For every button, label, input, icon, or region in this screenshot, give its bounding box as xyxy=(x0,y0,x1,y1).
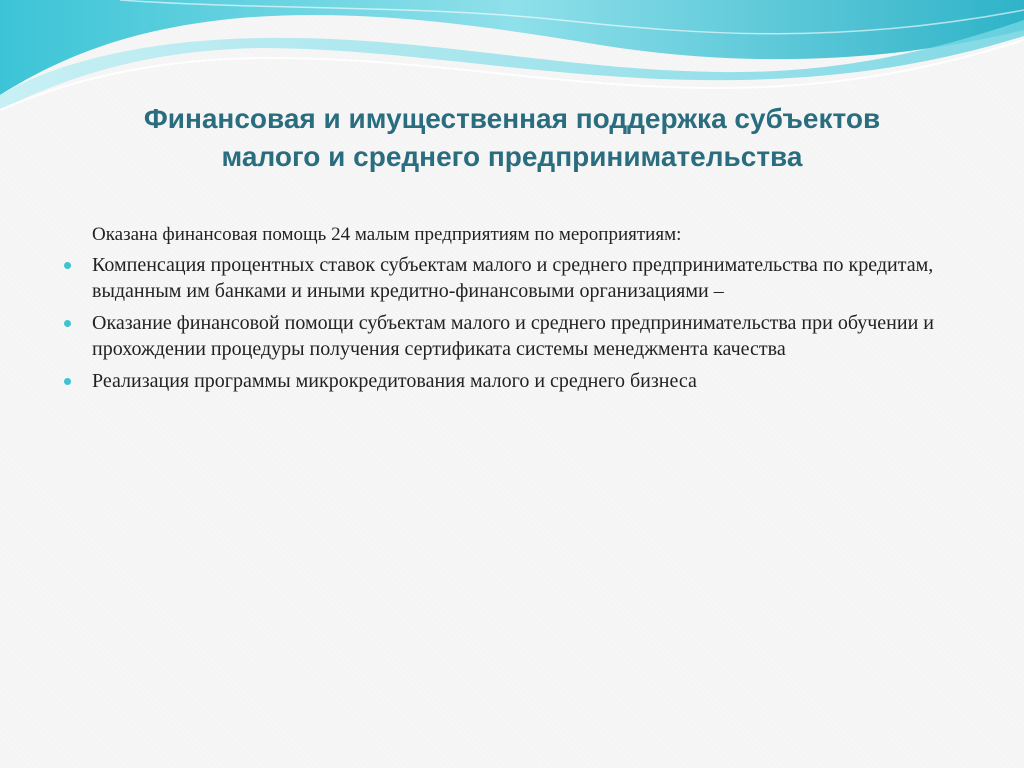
list-item xyxy=(62,252,972,304)
list-item-text: Реализация программы микрокредитования малого и среднего бизнеса xyxy=(92,370,697,392)
bullet-list xyxy=(62,252,972,394)
list-item-text: Оказание финансовой помощи субъектам малого и среднего предпринимательства при обучении и прохождении процедуры получения сертификата системы менеджмента качества xyxy=(92,312,934,360)
slide-title xyxy=(60,100,964,176)
title-line-1: Финансовая и имущественная поддержка субъектов xyxy=(143,103,881,134)
title-line-2: малого и среднего предпринимательства xyxy=(221,141,803,172)
list-item xyxy=(62,310,972,362)
intro-text: Оказана финансовая помощь 24 малым предприятиям по мероприятиям: xyxy=(92,224,682,245)
slide-body xyxy=(62,222,972,400)
list-item xyxy=(62,368,972,394)
list-item-text: Компенсация процентных ставок субъектам малого и среднего предпринимательства по кредитам, выданным им банками и иными кредитно-финансовыми организациями – xyxy=(92,254,934,302)
bullet-dot-icon xyxy=(64,262,71,269)
bullet-dot-icon xyxy=(64,378,71,385)
bullet-dot-icon xyxy=(64,320,71,327)
